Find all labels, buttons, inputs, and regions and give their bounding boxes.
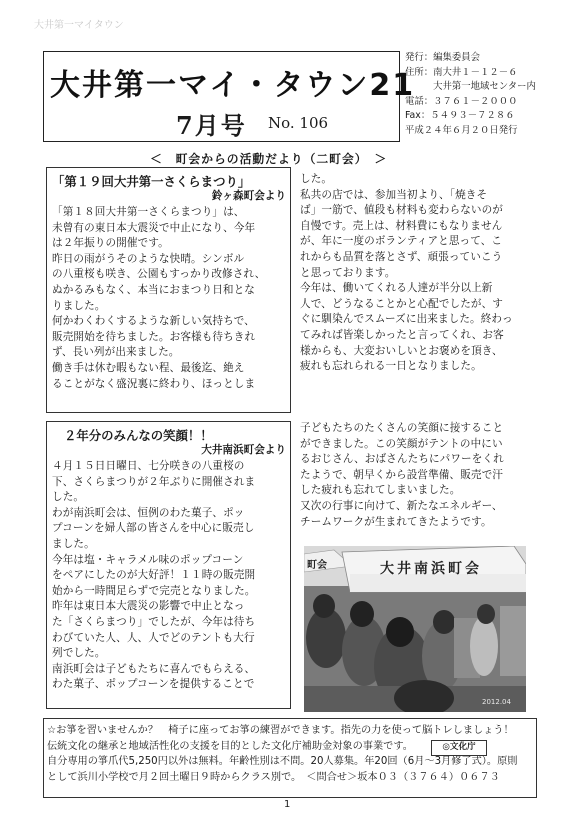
text-line: 始から一時間足らずで完売となりました。 [52, 584, 256, 597]
text-line: した疲れも忘れてしまいました。 [300, 484, 461, 497]
text-line: 列でした。 [52, 647, 106, 660]
text-line: 私共の店では、参加当初より、「焼きそ [300, 188, 488, 201]
text-line: たようで、朝早くから設営準備、販売で汗 [300, 468, 503, 481]
issue-number: No. 106 [268, 114, 329, 132]
text-line: 子どもたちのたくさんの笑顔に接すること [300, 422, 504, 434]
newsletter-title: 大井第一マイ・タウン21 [50, 68, 416, 103]
notice-line: 伝統文化の継承と地域活性化の支援を目的とした文化庁補助金対象の事業です。 [47, 740, 413, 752]
article-2-title: ２年分のみんなの笑顔！！ [64, 428, 213, 443]
agency-logo-icon: ◎ [442, 742, 450, 752]
text-line: の八重桜も咲き、公園もすっかり改修され、 [52, 268, 266, 281]
text-line: 昨日の雨がうそのような快晴。シンボル [52, 252, 245, 265]
text-line: ることがなく盛況裏に終わり、ほっとしま [52, 377, 256, 390]
publisher-info [405, 51, 536, 139]
text-line: わびていた人、人、人でどのテントも大行 [52, 631, 255, 644]
agency-logo-text: 文化庁 [449, 742, 476, 752]
article-2-col-1 [52, 459, 256, 693]
publisher-line: 住所：南大井１－１２－６ [405, 66, 518, 78]
article-1-title: 「第１９回大井第一さくらまつり」 [52, 174, 251, 189]
text-line: ば」一筋で、値段も材料も変わらないのが [300, 204, 503, 217]
text-line: ができました。この笑顔がテントの中にい [300, 437, 503, 450]
text-line: た「さくらまつり」でしたが、今年は待ち [52, 615, 256, 628]
text-line: 働き手は休む暇もない程、最後迄、絶え [52, 361, 245, 374]
publisher-line: 発行：編集委員会 [405, 52, 481, 63]
text-line: りました。 [52, 299, 106, 312]
notice-line: として浜川小学校で月２回土曜日９時からクラス別で。 ＜問合せ＞坂本０３（３７６４）０６７３ [47, 771, 500, 783]
article-1-col-1 [52, 205, 265, 392]
faint-header-text: 大井第一マイタウン [34, 20, 124, 31]
text-line: れからも品質を落とさず、頑張っていこう [300, 250, 503, 263]
text-line: プコーンを婦人部の皆さんを中心に販売し [52, 522, 255, 535]
text-line: ４月１５日日曜日、七分咲きの八重桜の [52, 460, 245, 472]
text-line: わた菓子、ポップコーンを提供することで [52, 678, 255, 691]
text-line: 今年は塩・キャラメル味のポップコーン [52, 553, 244, 566]
text-line: チームワークが生まれてきたようです。 [300, 515, 492, 528]
article-1-col-2 [300, 172, 513, 375]
text-line: 下、さくらまつりが２年ぶりに開催されま [52, 475, 256, 488]
text-line: 南浜町会は子どもたちに喜んでもらえる、 [52, 662, 256, 675]
text-line: 販売開始を待ちました。お客様も待ちきれ [52, 330, 256, 343]
text-line: した。 [300, 173, 333, 185]
notice-line: ☆お箏を習いませんか？ 椅子に座ってお箏の練習ができます。指先の力を使って脳トレしましょう！ [47, 725, 514, 736]
section-title: ＜ 町会からの活動だより（二町会） ＞ [150, 152, 388, 166]
text-line: るおじさん、おばさんたちにパワーをくれ [300, 453, 504, 466]
photo-date-stamp: 2012.04 [482, 698, 511, 706]
article-2-col-2 [300, 421, 504, 530]
text-line: ず、長い列が出来ました。 [52, 346, 180, 359]
publisher-line: 電話：３７６１－２０００ [405, 95, 518, 107]
text-line: は２年振りの開催です。 [52, 237, 169, 250]
page-number: 1 [284, 799, 291, 810]
publisher-line: 平成２４年６月２０日発行 [405, 124, 518, 136]
text-line: 自慢です。売上は、材料費にもなりません [300, 219, 503, 232]
publisher-line: Fax：５４９３－７２８６ [405, 110, 515, 122]
text-line: をペアにしたのが大好評！１１時の販売開 [52, 569, 256, 582]
side-sign-text: 町会 [307, 560, 327, 571]
text-line: 昨年は東日本大震災の影響で中止となっ [52, 600, 245, 613]
text-line: と思っております。 [300, 266, 396, 279]
text-line: ぐに馴染んでスムーズに出来ました。終わっ [300, 313, 513, 326]
text-line: 様からも、大変おいしいとお褒めを頂き、 [300, 344, 503, 357]
article-1-org: 鈴ヶ森町会より [211, 190, 286, 202]
text-line: 人で、どうなることかと心配でしたが、す [300, 297, 503, 310]
festival-photo [304, 546, 526, 712]
text-line: が、年に一度のボランティアと思って、こ [300, 235, 503, 248]
text-line: 今年は、働いてくれる人達が半分以上新 [300, 282, 493, 295]
text-line: 疲れも忘れられる一日となりました。 [300, 360, 482, 373]
article-2-org: 大井南浜町会より [201, 444, 286, 456]
text-line: 「第１８回大井第一さくらまつり」は、 [52, 206, 245, 218]
text-line: わが南浜町会は、恒例のわた菓子、ポッ [52, 506, 245, 519]
tent-sign-text: 大井南浜町会 [380, 561, 482, 577]
text-line: 未曾有の東日本大震災で中止になり、今年 [52, 221, 256, 234]
text-line: ました。 [52, 537, 95, 550]
issue-month: 7月号 [176, 111, 247, 140]
publisher-line: 大井第一地域センター内 [405, 81, 536, 93]
text-line: 又次の行事に向けて、新たなエネルギー、 [300, 499, 503, 512]
notice-line: 自分専用の箏爪代5,250円以外は無料。年齢性別は不問。20人募集。年20回（6月～3月修了式）。原則 [47, 756, 518, 768]
text-line: ぬかるみもなく、本当におまつり日和とな [52, 283, 255, 296]
text-line: てみれば皆楽しかったと言ってくれ、お客 [300, 328, 504, 341]
text-line: した。 [52, 491, 85, 504]
text-line: 何かわくわくするような新しい気持ちで、 [52, 315, 255, 328]
agency-logo [431, 740, 487, 756]
